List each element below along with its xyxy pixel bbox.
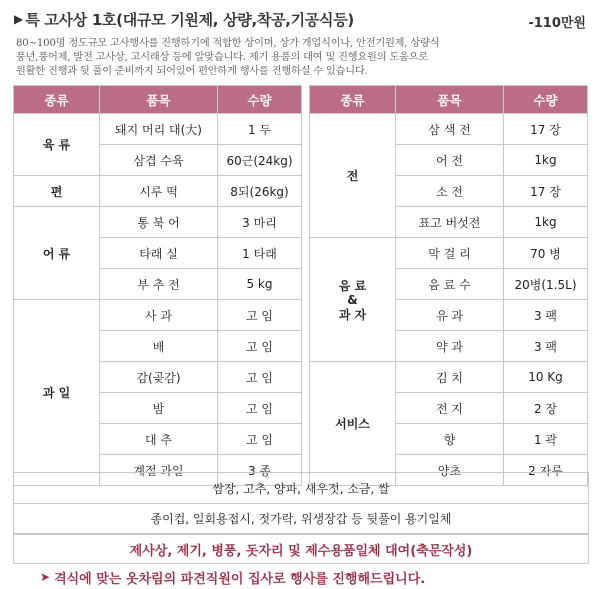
item-quantity: 17 장 bbox=[504, 176, 588, 207]
header-category: 종류 bbox=[310, 86, 396, 114]
package-description bbox=[16, 37, 588, 79]
table-row bbox=[14, 176, 588, 207]
item-quantity: 5 kg bbox=[218, 269, 302, 300]
item-quantity: 2 자루 bbox=[504, 455, 588, 486]
item-name: 밤 bbox=[100, 393, 218, 424]
item-name: 음 료 수 bbox=[396, 269, 504, 300]
extras-rental: 제사상, 제기, 병풍, 돗자리 및 제수용품일체 대여(축문작성) bbox=[13, 534, 589, 564]
item-quantity: 70 병 bbox=[504, 238, 588, 269]
column-separator bbox=[302, 269, 310, 300]
item-quantity: 1 타래 bbox=[218, 238, 302, 269]
column-separator bbox=[302, 114, 310, 145]
extras-condiments: 쌈장, 고추, 양파, 새우젓, 소금, 쌀 bbox=[13, 472, 589, 504]
item-name: 대 추 bbox=[100, 424, 218, 455]
item-name: 소 전 bbox=[396, 176, 504, 207]
item-name: 양초 bbox=[396, 455, 504, 486]
table-row bbox=[14, 424, 588, 455]
item-name: 계절 과일 bbox=[100, 455, 218, 486]
item-quantity: 1kg bbox=[504, 145, 588, 176]
item-quantity: 3 마리 bbox=[218, 207, 302, 238]
item-quantity: 고 임 bbox=[218, 362, 302, 393]
column-separator bbox=[302, 207, 310, 238]
item-quantity: 2 장 bbox=[504, 393, 588, 424]
item-name: 삼겹 수육 bbox=[100, 145, 218, 176]
item-name: 배 bbox=[100, 331, 218, 362]
column-separator bbox=[302, 393, 310, 424]
table-row bbox=[14, 393, 588, 424]
item-name: 시루 떡 bbox=[100, 176, 218, 207]
description-line: 풍년,풍어제, 발전 고사상, 고시래상 등에 알맞습니다. 제기 용품의 대여 및 진행요원의 도움으로 bbox=[16, 52, 428, 63]
item-name: 어 전 bbox=[396, 145, 504, 176]
category-jeon: 전 bbox=[310, 114, 396, 238]
category-drinks-line: 과 자 bbox=[338, 307, 367, 322]
item-quantity: 3 팩 bbox=[504, 300, 588, 331]
item-name: 막 걸 리 bbox=[396, 238, 504, 269]
category-rice-cake: 편 bbox=[14, 176, 100, 207]
table-row bbox=[14, 238, 588, 269]
item-name: 표고 버섯전 bbox=[396, 207, 504, 238]
table-row bbox=[14, 114, 588, 145]
item-quantity: 20병(1.5L) bbox=[504, 269, 588, 300]
item-quantity: 고 임 bbox=[218, 424, 302, 455]
item-name: 삼 색 전 bbox=[396, 114, 504, 145]
item-name: 부 추 전 bbox=[100, 269, 218, 300]
item-quantity: 17 장 bbox=[504, 114, 588, 145]
table-row bbox=[14, 145, 588, 176]
category-fruit: 과 일 bbox=[14, 300, 100, 486]
header-category: 종류 bbox=[14, 86, 100, 114]
item-quantity: 60근(24kg) bbox=[218, 145, 302, 176]
table-header-row bbox=[14, 86, 588, 114]
item-name: 사 과 bbox=[100, 300, 218, 331]
category-drinks-line: & bbox=[347, 292, 358, 307]
item-name: 타래 실 bbox=[100, 238, 218, 269]
item-quantity: 8되(26kg) bbox=[218, 176, 302, 207]
title-arrow-icon: ▶ bbox=[14, 12, 24, 26]
header-quantity: 수량 bbox=[218, 86, 302, 114]
table-row bbox=[14, 362, 588, 393]
column-separator bbox=[302, 176, 310, 207]
description-line: 80~100명 정도규모 고사행사를 진행하기에 적합한 상이며, 상가 개업식이나, 안전기원제, 상량식 bbox=[16, 38, 440, 49]
title-bar bbox=[14, 8, 586, 30]
header-quantity: 수량 bbox=[504, 86, 588, 114]
column-separator bbox=[302, 145, 310, 176]
column-separator bbox=[302, 331, 310, 362]
footer-text: 격식에 맞는 옷차림의 파견직원이 집사로 행사를 진행해드립니다. bbox=[54, 571, 426, 587]
item-quantity: 고 임 bbox=[218, 300, 302, 331]
item-name: 향 bbox=[396, 424, 504, 455]
item-quantity: 1kg bbox=[504, 207, 588, 238]
column-separator bbox=[302, 424, 310, 455]
table-row bbox=[14, 207, 588, 238]
category-service: 서비스 bbox=[310, 362, 396, 486]
header-item: 품목 bbox=[100, 86, 218, 114]
item-quantity: 3 종 bbox=[218, 455, 302, 486]
item-quantity: 고 임 bbox=[218, 331, 302, 362]
column-separator bbox=[302, 238, 310, 269]
description-line: 원활한 진행과 뒷 풀이 준비까지 되어있어 편안하게 행사를 진행하실 수 있습니다. bbox=[16, 66, 368, 77]
footer-notice bbox=[40, 567, 580, 587]
column-separator bbox=[302, 362, 310, 393]
item-quantity: 10 Kg bbox=[504, 362, 588, 393]
item-name: 김 치 bbox=[396, 362, 504, 393]
item-quantity: 3 팩 bbox=[504, 331, 588, 362]
package-title: 특 고사상 1호(대규모 기원제, 상량,착공,기공식등) bbox=[25, 10, 354, 29]
package-price: -110만원 bbox=[528, 16, 586, 31]
item-quantity: 1 두 bbox=[218, 114, 302, 145]
item-name: 돼지 머리 대(大) bbox=[100, 114, 218, 145]
category-drinks-line: 음 료 bbox=[338, 278, 367, 293]
menu-table bbox=[13, 85, 588, 486]
table-row bbox=[14, 331, 588, 362]
item-name: 유 과 bbox=[396, 300, 504, 331]
column-separator bbox=[302, 300, 310, 331]
item-quantity: 1 곽 bbox=[504, 424, 588, 455]
item-name: 통 북 어 bbox=[100, 207, 218, 238]
header-item: 품목 bbox=[396, 86, 504, 114]
category-fish: 어 류 bbox=[14, 207, 100, 300]
item-quantity: 고 임 bbox=[218, 393, 302, 424]
table-row bbox=[14, 269, 588, 300]
category-meat: 육 류 bbox=[14, 114, 100, 176]
arrow-icon: ➤ bbox=[40, 570, 51, 584]
category-drinks-snacks bbox=[310, 238, 396, 362]
extras-disposables: 종이컵, 일회용접시, 젓가락, 위생장갑 등 뒷풀이 용기일체 bbox=[13, 503, 589, 534]
column-separator bbox=[302, 86, 310, 114]
item-name: 전 지 bbox=[396, 393, 504, 424]
item-name: 약 과 bbox=[396, 331, 504, 362]
item-name: 감(곶감) bbox=[100, 362, 218, 393]
table-row bbox=[14, 300, 588, 331]
